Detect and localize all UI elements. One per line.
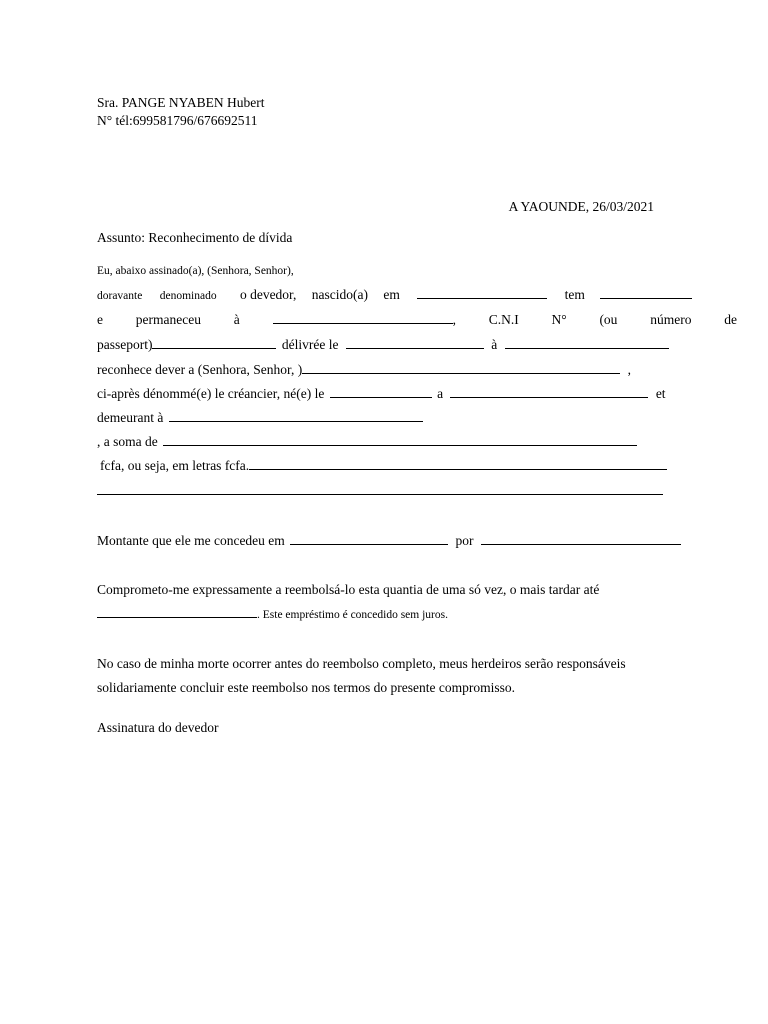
creditor-name-blank[interactable] — [302, 361, 620, 374]
montante-line — [97, 532, 681, 550]
doravante-line — [97, 286, 687, 305]
amount-words-continuation — [97, 482, 663, 500]
passport-number-blank[interactable] — [152, 336, 276, 349]
text-a-grave: à — [233, 312, 240, 327]
fcfa-line — [100, 457, 667, 475]
compromisso-line-1: Comprometo-me expressamente a reembolsá-lo esta quantia de uma só vez, o mais tardar até — [97, 582, 600, 597]
text-reconhece: reconhece dever a (Senhora, Senhor, ) — [97, 362, 303, 377]
text-montante: Montante que ele me concedeu em — [97, 533, 285, 548]
signature-label: Assinatura do devedor — [97, 720, 219, 735]
text-demeurant: demeurant à — [97, 410, 164, 425]
birth-date-blank[interactable] — [417, 286, 547, 299]
subject-line: Assunto: Reconhecimento de dívida — [97, 230, 293, 245]
loan-date-blank[interactable] — [290, 532, 448, 545]
text-comma: , — [452, 312, 456, 327]
text-cni: C.N.I — [488, 312, 519, 327]
text-a: a — [437, 386, 444, 401]
text-tem: tem — [564, 287, 585, 302]
age-blank[interactable] — [600, 286, 692, 299]
soma-line — [97, 433, 637, 451]
text-o-devedor: o devedor, — [239, 287, 297, 302]
text-por: por — [455, 533, 474, 548]
text-em: em — [383, 287, 400, 302]
passeport-line — [97, 336, 669, 354]
text-no-interest: . Este empréstimo é concedido sem juros. — [257, 609, 448, 621]
text-fcfa: fcfa, ou seja, em letras fcfa. — [100, 458, 250, 473]
amount-words-blank[interactable] — [249, 457, 667, 470]
creditor-birth-place-blank[interactable] — [450, 385, 648, 398]
text-ou: (ou — [599, 312, 618, 327]
amount-blank[interactable] — [163, 433, 637, 446]
place-date: A YAOUNDE, 26/03/2021 — [508, 199, 654, 214]
text-doravante: doravante — [97, 290, 143, 302]
text-e: e — [97, 312, 103, 327]
creditor-birth-date-blank[interactable] — [330, 385, 432, 398]
sender-phone: N° tél:699581796/676692511 — [97, 113, 258, 128]
residence-blank[interactable] — [273, 311, 453, 324]
repayment-date-blank[interactable] — [97, 605, 257, 618]
morte-line-1: No caso de minha morte ocorrer antes do reembolso completo, meus herdeiros serão responsáveis — [97, 656, 626, 671]
sender-name: Sra. PANGE NYABEN Hubert — [97, 95, 265, 110]
loan-means-blank[interactable] — [481, 532, 681, 545]
text-trailing-comma: , — [627, 362, 631, 377]
text-de: de — [724, 312, 737, 327]
residence-group — [273, 311, 456, 329]
demeurant-line — [97, 409, 423, 427]
creditor-address-blank[interactable] — [169, 409, 423, 422]
issue-date-blank[interactable] — [346, 336, 484, 349]
morte-line-2: solidariamente concluir este reembolso nos termos do presente compromisso. — [97, 680, 516, 695]
text-permaneceu: permaneceu — [135, 312, 201, 327]
text-passeport: passeport) — [97, 337, 153, 352]
text-denominado: denominado — [159, 290, 217, 302]
text-nascido: nascido(a) — [311, 287, 369, 302]
text-delivree: délivrée le — [281, 337, 339, 352]
text-soma: , a soma de — [97, 434, 158, 449]
text-numero: número — [650, 312, 692, 327]
text-ci-apres: ci-après dénommé(e) le créancier, né(e) le — [97, 386, 325, 401]
permaneceu-line — [97, 311, 737, 329]
reconhece-line — [97, 361, 631, 379]
amount-words-blank-2[interactable] — [97, 482, 663, 495]
text-no: N° — [551, 312, 567, 327]
ci-apres-line — [97, 385, 666, 403]
intro-line: Eu, abaixo assinado(a), (Senhora, Senhor), — [97, 265, 294, 277]
issue-place-blank[interactable] — [505, 336, 669, 349]
text-a-grave-2: à — [491, 337, 498, 352]
text-et: et — [655, 386, 666, 401]
compromisso-line-2 — [97, 605, 448, 624]
